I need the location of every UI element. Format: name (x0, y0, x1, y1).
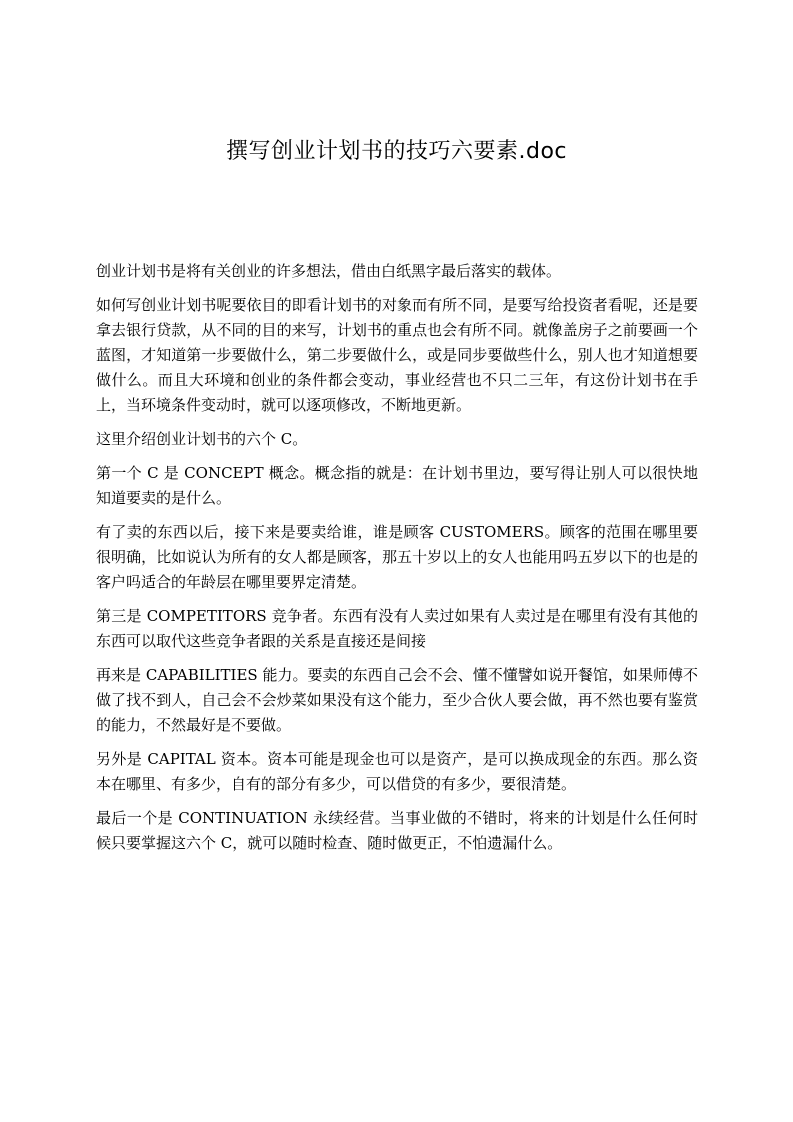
paragraph-six-c-intro: 这里介绍创业计划书的六个 C。 (96, 430, 308, 448)
paragraph-competitors: 第三是 COMPETITORS 竞争者。东西有没有人卖过如果有人卖过是在哪里有没有其他的东西可以取代这些竞争者跟的关系是直接还是间接 (96, 607, 698, 650)
paragraph-concept: 第一个 C 是 CONCEPT 概念。概念指的就是：在计划书里边，要写得让别人可以很快地知道要卖的是什么。 (96, 464, 698, 507)
paragraph-capital: 另外是 CAPITAL 资本。资本可能是现金也可以是资产，是可以换成现金的东西。那么资本在哪里、有多少，自有的部分有多少，可以借贷的有多少，要很清楚。 (96, 750, 698, 793)
paragraph-intro: 创业计划书是将有关创业的许多想法，借由白纸黑字最后落实的载体。 (96, 262, 562, 280)
document-body (96, 259, 698, 865)
paragraph-capabilities: 再来是 CAPABILITIES 能力。要卖的东西自己会不会、懂不懂譬如说开餐馆，如果师傅不做了找不到人，自己会不会炒菜如果没有这个能力，至少合伙人要会做，再不然也要有鉴赏的能力，不然最好是不要做。 (96, 666, 698, 734)
document-title: 撰写创业计划书的技巧六要素.doc (225, 139, 567, 164)
paragraph-customers: 有了卖的东西以后，接下来是要卖给谁，谁是顾客 CUSTOMERS。顾客的范围在哪里要很明确，比如说认为所有的女人都是顾客，那五十岁以上的女人也能用吗五岁以下的也是的客户吗适合的年龄层在哪里要界定清楚。 (96, 523, 698, 591)
paragraph-how-to-write: 如何写创业计划书呢要依目的即看计划书的对象而有所不同，是要写给投资者看呢，还是要拿去银行贷款，从不同的目的来写，计划书的重点也会有所不同。就像盖房子之前要画一个蓝图，才知道第一步要做什么，第二步要做什么，或是同步要做些什么，别人也才知道想要做什么。而且大环境和创业的条件都会变动，事业经营也不只二三年，有这份计划书在手上，当环境条件变动时，就可以逐项修改，不断地更新。 (96, 296, 698, 414)
paragraph-continuation: 最后一个是 CONTINUATION 永续经营。当事业做的不错时，将来的计划是什么任何时候只要掌握这六个 C，就可以随时检查、随时做更正，不怕遗漏什么。 (96, 809, 698, 852)
